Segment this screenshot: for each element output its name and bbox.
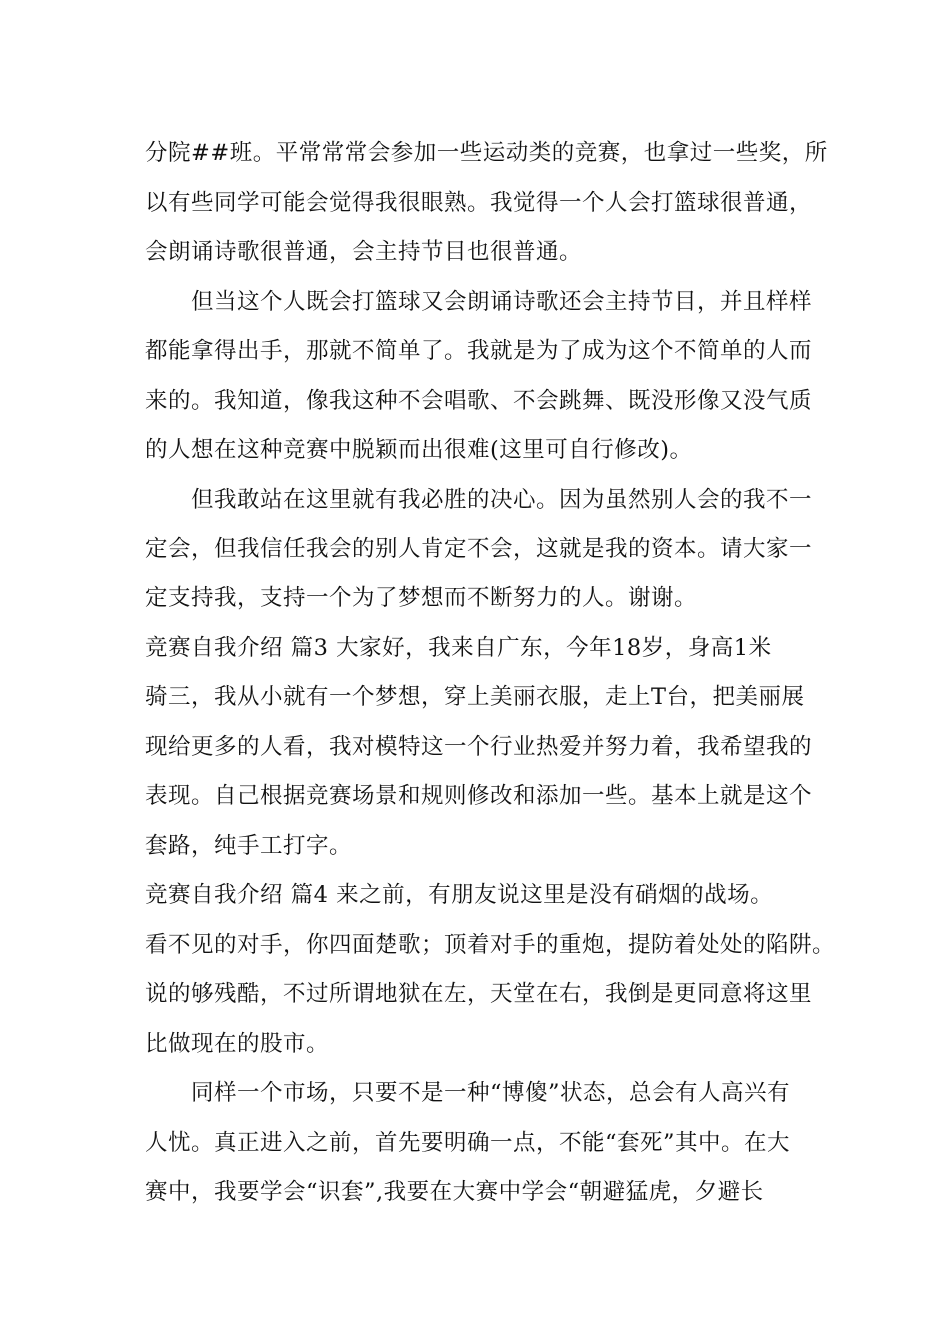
section-heading-line: 竞赛自我介绍 篇3 大家好，我来自广东，今年18岁，身高1米 xyxy=(145,635,772,661)
text-line: 骑三，我从小就有一个梦想，穿上美丽衣服，走上T台，把美丽展 xyxy=(145,684,805,710)
text-line: 以有些同学可能会觉得我很眼熟。我觉得一个人会打篮球很普通， xyxy=(145,190,813,216)
text-line: 看不见的对手，你四面楚歌；顶着对手的重炮，提防着处处的陷阱。 xyxy=(145,932,836,958)
text-line: 来的。我知道，像我这种不会唱歌、不会跳舞、既没形像又没气质 xyxy=(145,388,813,414)
section-heading-line: 竞赛自我介绍 篇4 来之前，有朋友说这里是没有硝烟的战场。 xyxy=(145,882,774,908)
text-line: 分院##班。平常常常会参加一些运动类的竞赛，也拿过一些奖，所 xyxy=(145,140,828,166)
text-line: 同样一个市场，只要不是一种“博傻”状态，总会有人高兴有 xyxy=(191,1080,791,1106)
text-line: 套路，纯手工打字。 xyxy=(145,833,353,859)
text-line: 现给更多的人看，我对模特这一个行业热爱并努力着，我希望我的 xyxy=(145,734,813,760)
text-line: 定支持我，支持一个为了梦想而不断努力的人。谢谢。 xyxy=(145,585,698,611)
text-line: 人忧。真正进入之前，首先要明确一点，不能“套死”其中。在大 xyxy=(145,1130,791,1156)
text-line: 说的够残酷，不过所谓地狱在左，天堂在右，我倒是更同意将这里 xyxy=(145,981,813,1007)
text-line: 但我敢站在这里就有我必胜的决心。因为虽然别人会的我不一 xyxy=(191,487,813,513)
text-line: 会朗诵诗歌很普通，会主持节目也很普通。 xyxy=(145,239,583,265)
text-line: 定会，但我信任我会的别人肯定不会，这就是我的资本。请大家一 xyxy=(145,536,813,562)
text-line: 都能拿得出手，那就不简单了。我就是为了成为这个不简单的人而 xyxy=(145,338,813,364)
text-line: 赛中，我要学会“识套”,我要在大赛中学会“朝避猛虎，夕避长 xyxy=(145,1179,764,1205)
text-line: 的人想在这种竞赛中脱颖而出很难(这里可自行修改)。 xyxy=(145,437,693,463)
text-line: 表现。自己根据竞赛场景和规则修改和添加一些。基本上就是这个 xyxy=(145,783,813,809)
text-line: 比做现在的股市。 xyxy=(145,1031,330,1057)
text-line: 但当这个人既会打篮球又会朗诵诗歌还会主持节目，并且样样 xyxy=(191,289,813,315)
